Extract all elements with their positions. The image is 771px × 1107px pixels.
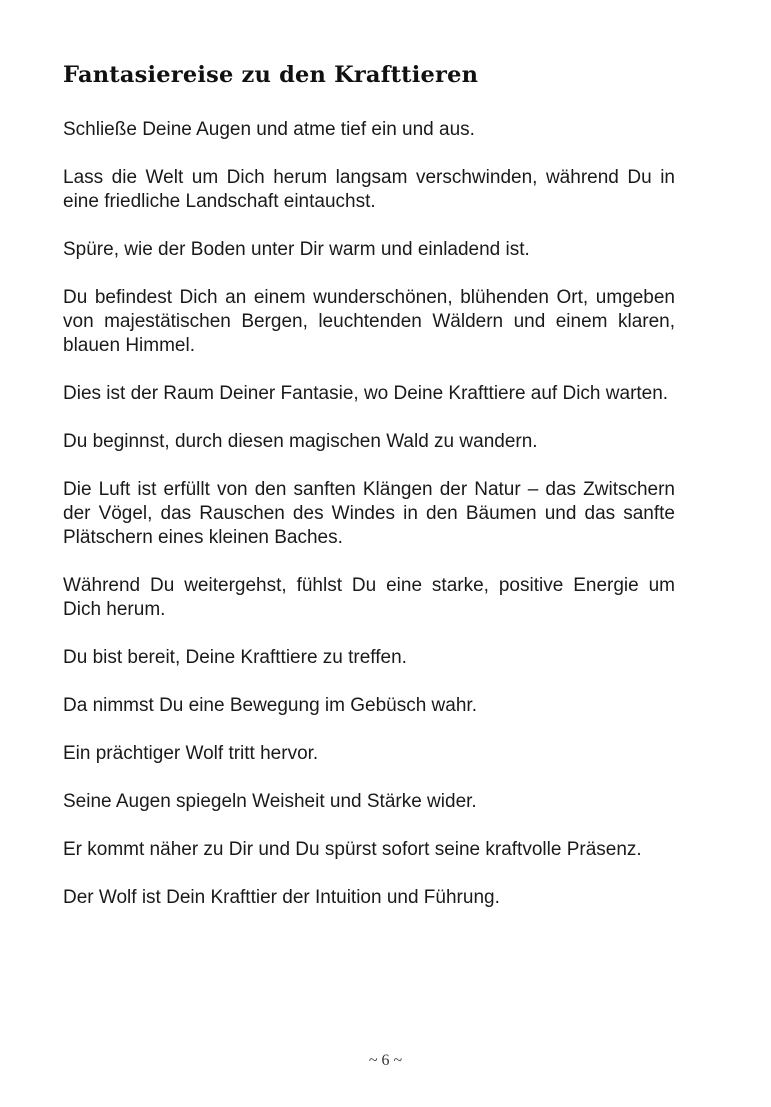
paragraph: Da nimmst Du eine Bewegung im Gebüsch wahr. <box>63 695 477 716</box>
paragraph: Dies ist der Raum Deiner Fantasie, wo Deine Krafttiere auf Dich warten. <box>63 383 669 404</box>
paragraph: Lass die Welt um Dich herum langsam verschwinden, während Du in eine friedliche Landschaft eintauchst. <box>63 167 675 212</box>
page-number: ~ 6 ~ <box>368 1052 403 1069</box>
paragraph: Ein prächtiger Wolf tritt hervor. <box>63 743 319 764</box>
paragraph: Du bist bereit, Deine Krafttiere zu treffen. <box>63 647 407 668</box>
paragraph: Seine Augen spiegeln Weisheit und Stärke wider. <box>63 791 477 812</box>
body-text <box>63 118 675 934</box>
paragraph: Du befindest Dich an einem wunderschönen, blühenden Ort, umgeben von majestätischen Bergen, leuchtenden Wäldern und einem klaren, blauen Himmel. <box>63 287 675 356</box>
page-title: Fantasiereise zu den Krafttieren <box>63 62 479 88</box>
paragraph: Während Du weitergehst, fühlst Du eine starke, positive Energie um Dich herum. <box>63 575 675 620</box>
paragraph: Die Luft ist erfüllt von den sanften Klängen der Natur – das Zwitschern der Vögel, das Rauschen des Windes in den Bäumen und das sanfte Plätschern eines kleinen Baches. <box>63 479 675 548</box>
paragraph: Spüre, wie der Boden unter Dir warm und einladend ist. <box>63 239 530 260</box>
paragraph: Der Wolf ist Dein Krafttier der Intuition und Führung. <box>63 887 500 908</box>
paragraph: Er kommt näher zu Dir und Du spürst sofort seine kraftvolle Präsenz. <box>63 839 642 860</box>
paragraph: Du beginnst, durch diesen magischen Wald zu wandern. <box>63 431 538 452</box>
paragraph: Schließe Deine Augen und atme tief ein und aus. <box>63 119 475 140</box>
